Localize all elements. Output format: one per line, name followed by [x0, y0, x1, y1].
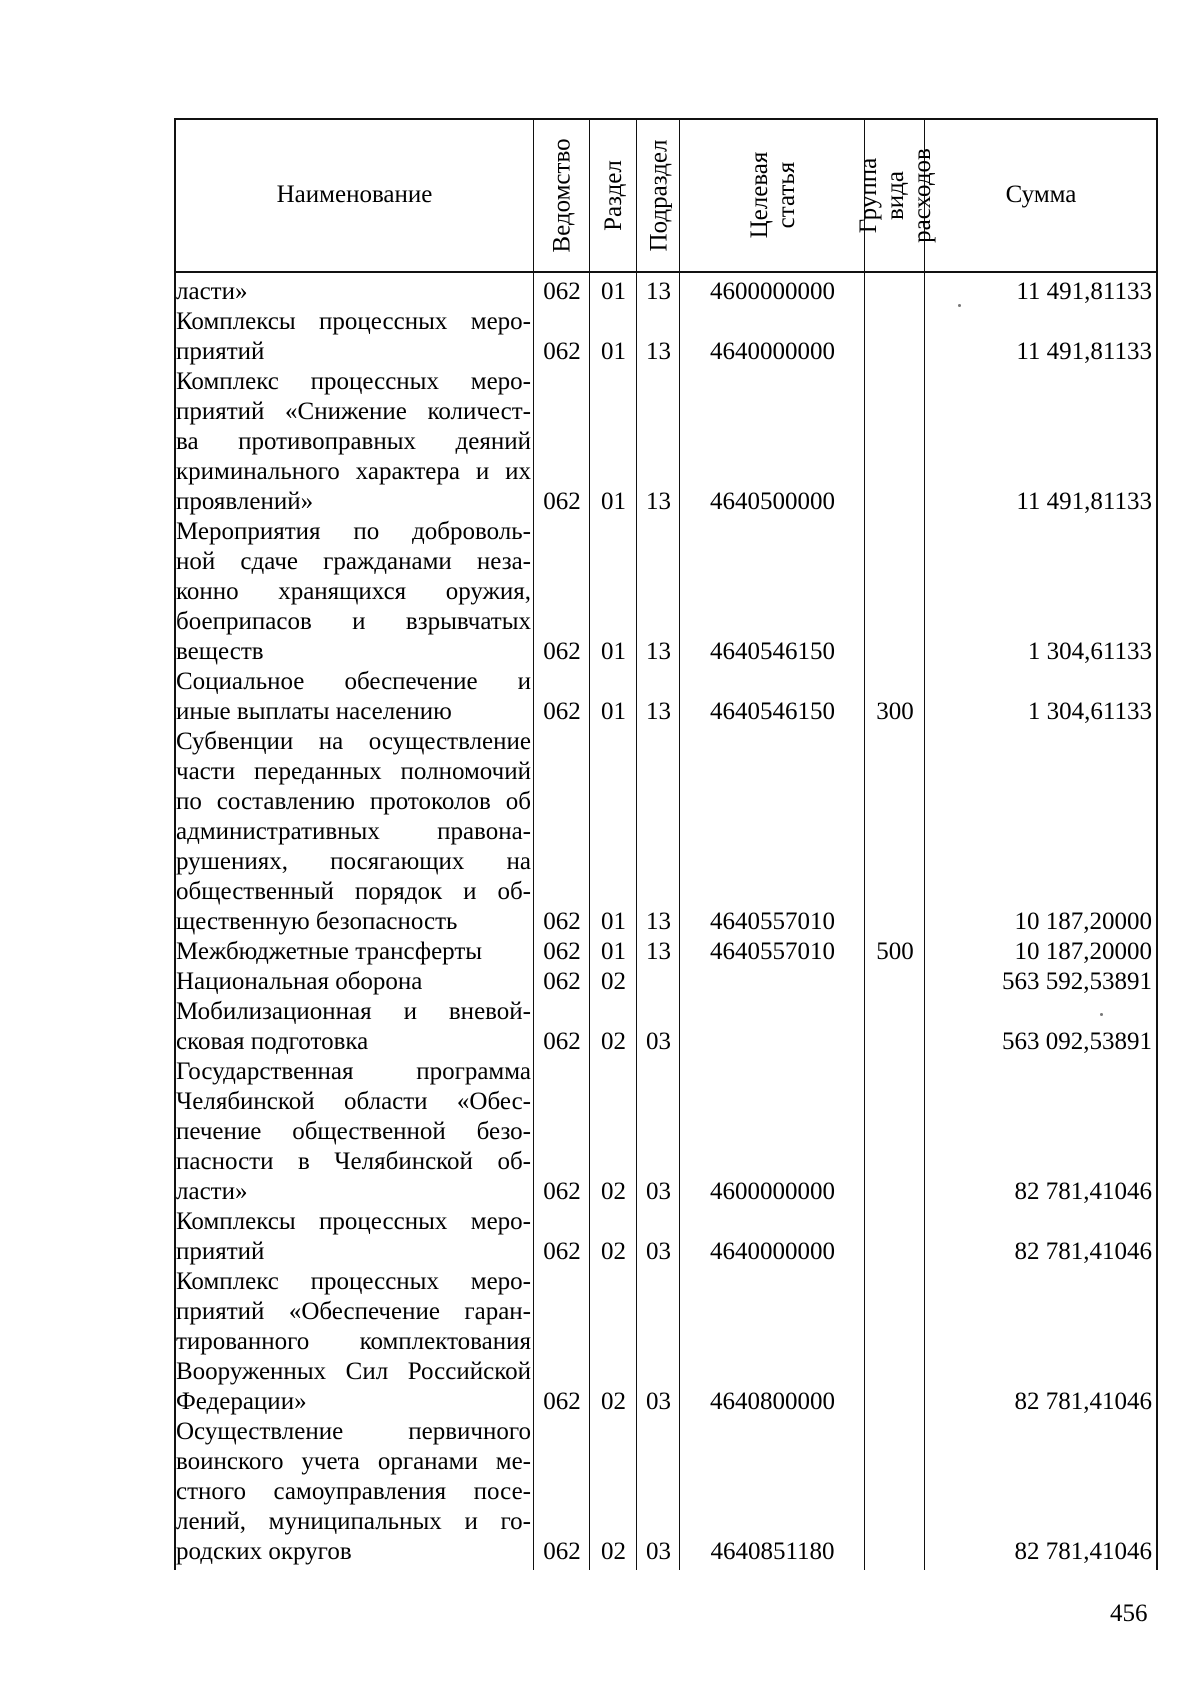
gruppa-cell [866, 1027, 924, 1057]
row-name-line: Комплекс процессных меро- [176, 1268, 531, 1295]
podrazdel-cell: 13 [646, 908, 671, 935]
row-name-line: Комплекс процессных меро- [176, 368, 531, 395]
header-statya [681, 120, 864, 270]
statya-cell: 4600000000 [710, 1178, 835, 1205]
table-row [174, 937, 1158, 967]
header-podrazdel-label: Подраздел [645, 139, 672, 251]
header-gruppa-label: Группа вида расходов [854, 147, 936, 243]
statya-cell [681, 967, 864, 997]
statya-cell: 4640546150 [710, 638, 835, 665]
podrazdel-cell [638, 967, 679, 997]
razdel-cell: 02 [601, 1238, 626, 1265]
gruppa-cell [866, 1537, 924, 1567]
vedomstvo-cell: 062 [543, 338, 581, 365]
row-name-line: Челябинской области «Обес- [176, 1088, 531, 1115]
header-vedomstvo [535, 120, 589, 270]
row-name-line: приятий «Обеспечение гаран- [176, 1298, 531, 1325]
sum-cell: 563 592,53891 [1002, 968, 1152, 995]
row-name-line: Социальное обеспечение и [176, 668, 531, 695]
row-name-line: лений, муниципальных и го- [176, 1508, 531, 1535]
statya-cell: 4640000000 [710, 338, 835, 365]
scan-speck [958, 304, 961, 307]
statya-cell: 4640557010 [710, 938, 835, 965]
row-name-line: сковая подготовка [176, 1028, 369, 1055]
row-name-line: Межбюджетные трансферты [176, 938, 483, 965]
razdel-cell: 01 [601, 698, 626, 725]
row-name-line: пасности в Челябинской об- [176, 1148, 531, 1175]
row-name-line: административных правона- [176, 818, 531, 845]
gruppa-cell [866, 1237, 924, 1267]
razdel-cell: 01 [601, 488, 626, 515]
sum-cell: 10 187,20000 [1014, 908, 1152, 935]
statya-cell: 4640557010 [710, 908, 835, 935]
row-name-line: ва противоправных деяний [176, 428, 531, 455]
sum-cell: 1 304,61133 [1027, 638, 1152, 665]
header-name [176, 120, 533, 270]
table-row [174, 997, 1158, 1057]
sum-cell: 563 092,53891 [1002, 1028, 1152, 1055]
podrazdel-cell: 03 [646, 1238, 671, 1265]
statya-cell: 4600000000 [710, 278, 835, 305]
podrazdel-cell: 03 [646, 1028, 671, 1055]
table-row [174, 967, 1158, 997]
razdel-cell: 02 [601, 1388, 626, 1415]
razdel-cell: 02 [601, 1028, 626, 1055]
vedomstvo-cell: 062 [543, 278, 581, 305]
gruppa-cell [866, 907, 924, 937]
gruppa-cell [866, 487, 924, 517]
vedomstvo-cell: 062 [543, 1388, 581, 1415]
vedomstvo-cell: 062 [543, 908, 581, 935]
statya-cell [681, 1027, 864, 1057]
table-row [174, 1267, 1158, 1417]
table-row [174, 1207, 1158, 1267]
row-name-line: веществ [176, 638, 264, 665]
row-name-line: боеприпасов и взрывчатых [176, 608, 531, 635]
gruppa-cell [866, 1387, 924, 1417]
page-number: 456 [1110, 1600, 1148, 1627]
row-name-line: конно хранящихся оружия, [176, 578, 531, 605]
header-razdel-label: Раздел [600, 159, 627, 231]
row-name-line: тированного комплектования [176, 1328, 531, 1355]
gruppa-cell [866, 1177, 924, 1207]
statya-cell: 4640500000 [710, 488, 835, 515]
row-name-line: Субвенции на осуществление [176, 728, 531, 755]
row-name-line: стного самоуправления посе- [176, 1478, 531, 1505]
row-name-line: части переданных полномочий [176, 758, 531, 785]
statya-cell: 4640800000 [710, 1388, 835, 1415]
header-gruppa [854, 120, 936, 270]
row-name-line: Федерации» [176, 1388, 307, 1415]
header-razdel [591, 120, 636, 270]
razdel-cell: 02 [601, 1538, 626, 1565]
table-row [174, 367, 1158, 517]
table-row [174, 277, 1158, 307]
row-name-line: щественную безопасность [176, 908, 458, 935]
table-row [174, 667, 1158, 727]
row-name-line: криминального характера и их [176, 458, 531, 485]
podrazdel-cell: 13 [646, 698, 671, 725]
row-name-line: проявлений» [176, 488, 314, 515]
vedomstvo-cell: 062 [543, 1028, 581, 1055]
table-row [174, 727, 1158, 937]
row-name-line: воинского учета органами ме- [176, 1448, 531, 1475]
row-name-line: печение общественной безо- [176, 1118, 531, 1145]
row-name-line: по составлению протоколов об [176, 788, 531, 815]
razdel-cell: 01 [601, 908, 626, 935]
row-name-line: ной сдаче гражданами неза- [176, 548, 531, 575]
vedomstvo-cell: 062 [543, 698, 581, 725]
row-name-line: Мобилизационная и вневой- [176, 998, 531, 1025]
vedomstvo-cell: 062 [543, 638, 581, 665]
statya-cell: 4640546150 [710, 698, 835, 725]
row-name-line: Комплексы процессных меро- [176, 308, 531, 335]
sum-cell: 82 781,41046 [1014, 1388, 1152, 1415]
table-row [174, 307, 1158, 367]
table-row [174, 1417, 1158, 1567]
table-row [174, 517, 1158, 667]
podrazdel-cell: 13 [646, 338, 671, 365]
vedomstvo-cell: 062 [543, 1178, 581, 1205]
row-name-line: Мероприятия по доброволь- [176, 518, 531, 545]
sum-cell: 82 781,41046 [1014, 1238, 1152, 1265]
gruppa-cell [866, 337, 924, 367]
row-name-line: ласти» [176, 278, 248, 305]
vedomstvo-cell: 062 [543, 1238, 581, 1265]
header-summa-label: Сумма [1005, 181, 1077, 208]
gruppa-cell [866, 967, 924, 997]
sum-cell: 11 491,81133 [1016, 338, 1152, 365]
sum-cell: 11 491,81133 [1016, 488, 1152, 515]
gruppa-cell: 300 [876, 698, 914, 725]
podrazdel-cell: 13 [646, 638, 671, 665]
row-name-line: рушениях, посягающих на [176, 848, 531, 875]
row-name-line: ласти» [176, 1178, 248, 1205]
header-podrazdel [638, 120, 679, 270]
podrazdel-cell: 13 [646, 938, 671, 965]
podrazdel-cell: 03 [646, 1388, 671, 1415]
header-statya-label: Целевая статья [745, 151, 800, 239]
podrazdel-cell: 13 [646, 488, 671, 515]
row-name-line: Комплексы процессных меро- [176, 1208, 531, 1235]
vedomstvo-cell: 062 [543, 1538, 581, 1565]
row-name-line: Государственная программа [176, 1058, 531, 1085]
sum-cell: 10 187,20000 [1014, 938, 1152, 965]
sum-cell: 82 781,41046 [1014, 1538, 1152, 1565]
header-name-label: Наименование [276, 181, 433, 208]
gruppa-cell [866, 637, 924, 667]
row-name-line: приятий [176, 1238, 265, 1265]
razdel-cell: 02 [601, 968, 626, 995]
statya-cell: 4640851180 [710, 1538, 835, 1565]
podrazdel-cell: 03 [646, 1538, 671, 1565]
row-name-line: Национальная оборона [176, 968, 423, 995]
row-name-line: родских округов [176, 1538, 352, 1565]
row-name-line: иные выплаты населению [176, 698, 452, 725]
razdel-cell: 01 [601, 278, 626, 305]
gruppa-cell: 500 [876, 938, 914, 965]
row-name-line: приятий [176, 338, 265, 365]
sum-cell: 82 781,41046 [1014, 1178, 1152, 1205]
row-name-line: Осуществление первичного [176, 1418, 531, 1445]
header-summa [926, 120, 1156, 270]
vedomstvo-cell: 062 [543, 968, 581, 995]
razdel-cell: 01 [601, 638, 626, 665]
header-vedomstvo-label: Ведомство [548, 137, 576, 253]
scan-speck [1100, 1013, 1103, 1016]
vedomstvo-cell: 062 [543, 938, 581, 965]
sum-cell: 11 491,81133 [1016, 278, 1152, 305]
gruppa-cell [866, 277, 924, 307]
table-row [174, 1057, 1158, 1207]
row-name-line: приятий «Снижение количест- [176, 398, 531, 425]
razdel-cell: 01 [601, 338, 626, 365]
razdel-cell: 02 [601, 1178, 626, 1205]
podrazdel-cell: 13 [646, 278, 671, 305]
vedomstvo-cell: 062 [543, 488, 581, 515]
razdel-cell: 01 [601, 938, 626, 965]
row-name-line: общественный порядок и об- [176, 878, 531, 905]
header-bottom-border [174, 271, 1158, 273]
statya-cell: 4640000000 [710, 1238, 835, 1265]
row-name-line: Вооруженных Сил Российской [176, 1358, 531, 1385]
podrazdel-cell: 03 [646, 1178, 671, 1205]
sum-cell: 1 304,61133 [1027, 698, 1152, 725]
